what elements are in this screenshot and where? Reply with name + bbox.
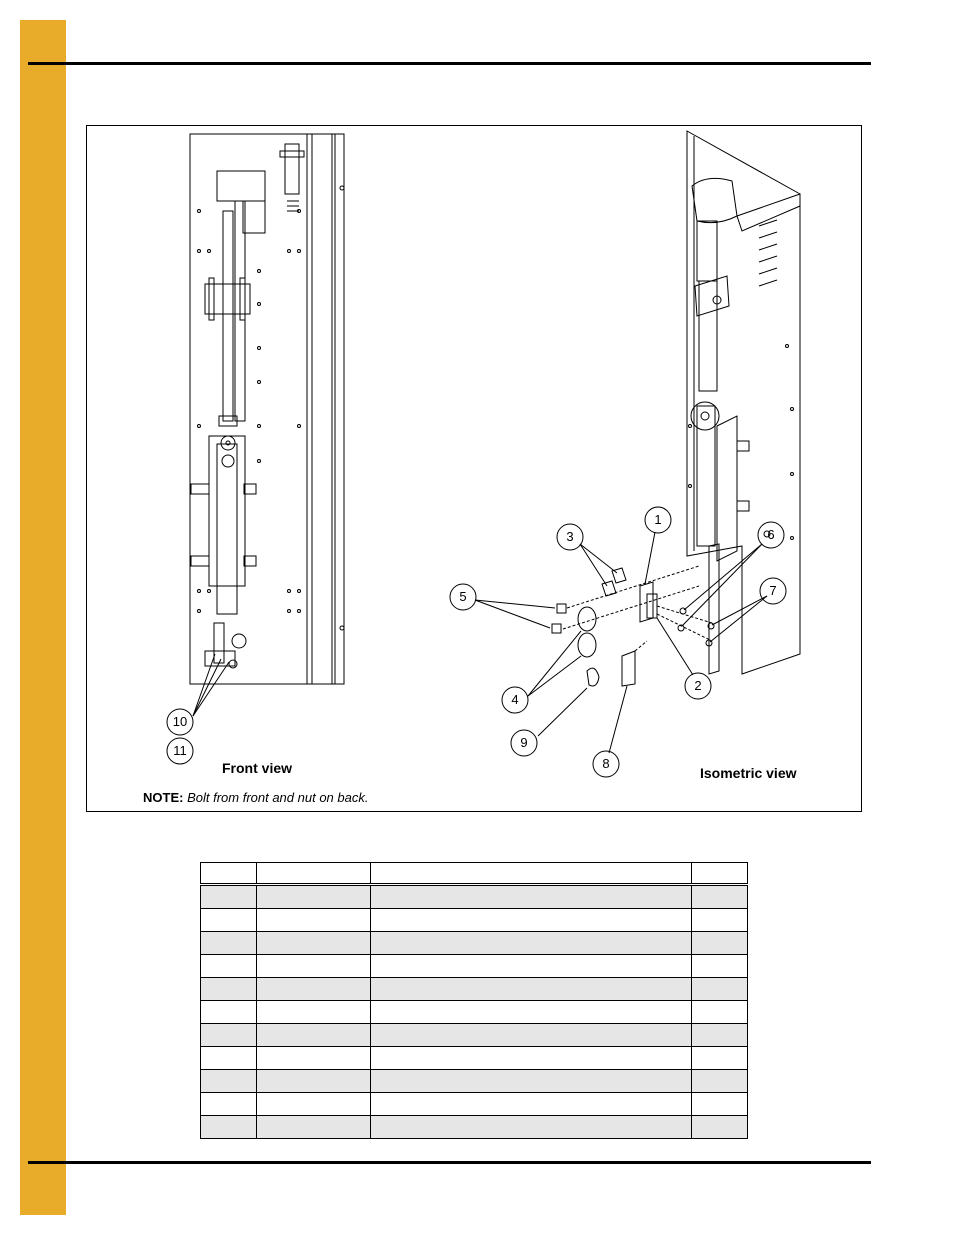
callout-11: [167, 738, 193, 764]
table-cell: [692, 1047, 748, 1070]
table-cell: [201, 1001, 257, 1024]
table-row: [201, 909, 748, 932]
figure-note: [143, 790, 368, 805]
table-cell: [201, 909, 257, 932]
callout-1: [645, 507, 671, 533]
table-header-cell: [256, 863, 370, 885]
table-cell: [256, 909, 370, 932]
callout-9-label: 9: [520, 735, 528, 750]
callout-7-label: 7: [769, 583, 777, 598]
table-cell: [370, 885, 691, 909]
callout-5-label: 5: [459, 589, 467, 604]
table-cell: [370, 1116, 691, 1139]
callout-5: [450, 584, 476, 610]
table-cell: [201, 978, 257, 1001]
table-header-row: [201, 863, 748, 885]
table-cell: [201, 1070, 257, 1093]
footer-rule: [28, 1161, 871, 1164]
table-cell: [256, 1001, 370, 1024]
isometric-view-drawing: [552, 131, 800, 686]
callout-10-label: 10: [172, 714, 188, 729]
callout-2: [685, 673, 711, 699]
table-cell: [370, 955, 691, 978]
table-row: [201, 1116, 748, 1139]
table-cell: [201, 932, 257, 955]
callout-4-label: 4: [511, 692, 519, 707]
table-header-cell: [370, 863, 691, 885]
table-row: [201, 1024, 748, 1047]
table-cell: [370, 909, 691, 932]
header-rule: [28, 62, 871, 65]
callout-10: [167, 709, 193, 735]
iso-callout-leaders: [475, 532, 767, 753]
table-row: [201, 1070, 748, 1093]
table-cell: [256, 1093, 370, 1116]
table-row: [201, 978, 748, 1001]
callout-3-label: 3: [566, 529, 574, 544]
table-cell: [692, 1116, 748, 1139]
side-color-band: [20, 20, 66, 1215]
table-cell: [692, 885, 748, 909]
table-cell: [370, 978, 691, 1001]
table-cell: [692, 978, 748, 1001]
callout-8-label: 8: [602, 756, 610, 771]
table-cell: [201, 955, 257, 978]
table-cell: [692, 1001, 748, 1024]
table-cell: [692, 955, 748, 978]
assembly-figure: [86, 125, 862, 812]
table-cell: [370, 932, 691, 955]
table-cell: [692, 1024, 748, 1047]
callout-3: [557, 524, 583, 550]
callout-2-label: 2: [694, 678, 702, 693]
callout-8: [593, 751, 619, 777]
table-cell: [201, 1116, 257, 1139]
table-row: [201, 1047, 748, 1070]
table-row: [201, 885, 748, 909]
table-cell: [201, 1024, 257, 1047]
table-cell: [256, 932, 370, 955]
table-cell: [692, 909, 748, 932]
table-cell: [256, 1070, 370, 1093]
table-cell: [370, 1024, 691, 1047]
callout-6-label: 6: [767, 527, 775, 542]
table-cell: [692, 932, 748, 955]
table-cell: [256, 885, 370, 909]
table-row: [201, 1093, 748, 1116]
callout-4: [502, 687, 528, 713]
table-cell: [256, 1024, 370, 1047]
table-cell: [692, 1093, 748, 1116]
table-row: [201, 932, 748, 955]
note-text: Bolt from front and nut on back.: [187, 790, 369, 805]
table-cell: [256, 1116, 370, 1139]
table-header-cell: [692, 863, 748, 885]
table-cell: [370, 1093, 691, 1116]
part-2-plate: [647, 594, 657, 618]
table-cell: [692, 1070, 748, 1093]
table-cell: [256, 1047, 370, 1070]
callout-7: [760, 578, 786, 604]
part-8-bracket: [622, 651, 635, 686]
part-5-nut-b: [552, 624, 561, 633]
callout-11-label: 11: [173, 743, 187, 758]
table-row: [201, 955, 748, 978]
table-row: [201, 1001, 748, 1024]
table-cell: [201, 1093, 257, 1116]
front-view-label: Front view: [222, 760, 293, 776]
table-cell: [370, 1047, 691, 1070]
callout-6: [758, 522, 784, 548]
assembly-drawing: [87, 126, 863, 813]
table-cell: [201, 1047, 257, 1070]
table-cell: [256, 978, 370, 1001]
part-9-shackle: [587, 668, 599, 686]
callout-1-label: 1: [654, 512, 662, 527]
table-cell: [370, 1070, 691, 1093]
front-view-drawing: [190, 134, 344, 684]
isometric-view-label: Isometric view: [700, 765, 797, 781]
table-cell: [256, 955, 370, 978]
parts-table: [200, 862, 748, 1139]
callout-9: [511, 730, 537, 756]
note-label: NOTE:: [143, 790, 184, 805]
part-4-wheel-b: [578, 633, 596, 657]
table-cell: [201, 885, 257, 909]
part-3-bolt-b: [602, 581, 616, 596]
table-header-cell: [201, 863, 257, 885]
table-cell: [370, 1001, 691, 1024]
part-5-nut-a: [557, 604, 566, 613]
